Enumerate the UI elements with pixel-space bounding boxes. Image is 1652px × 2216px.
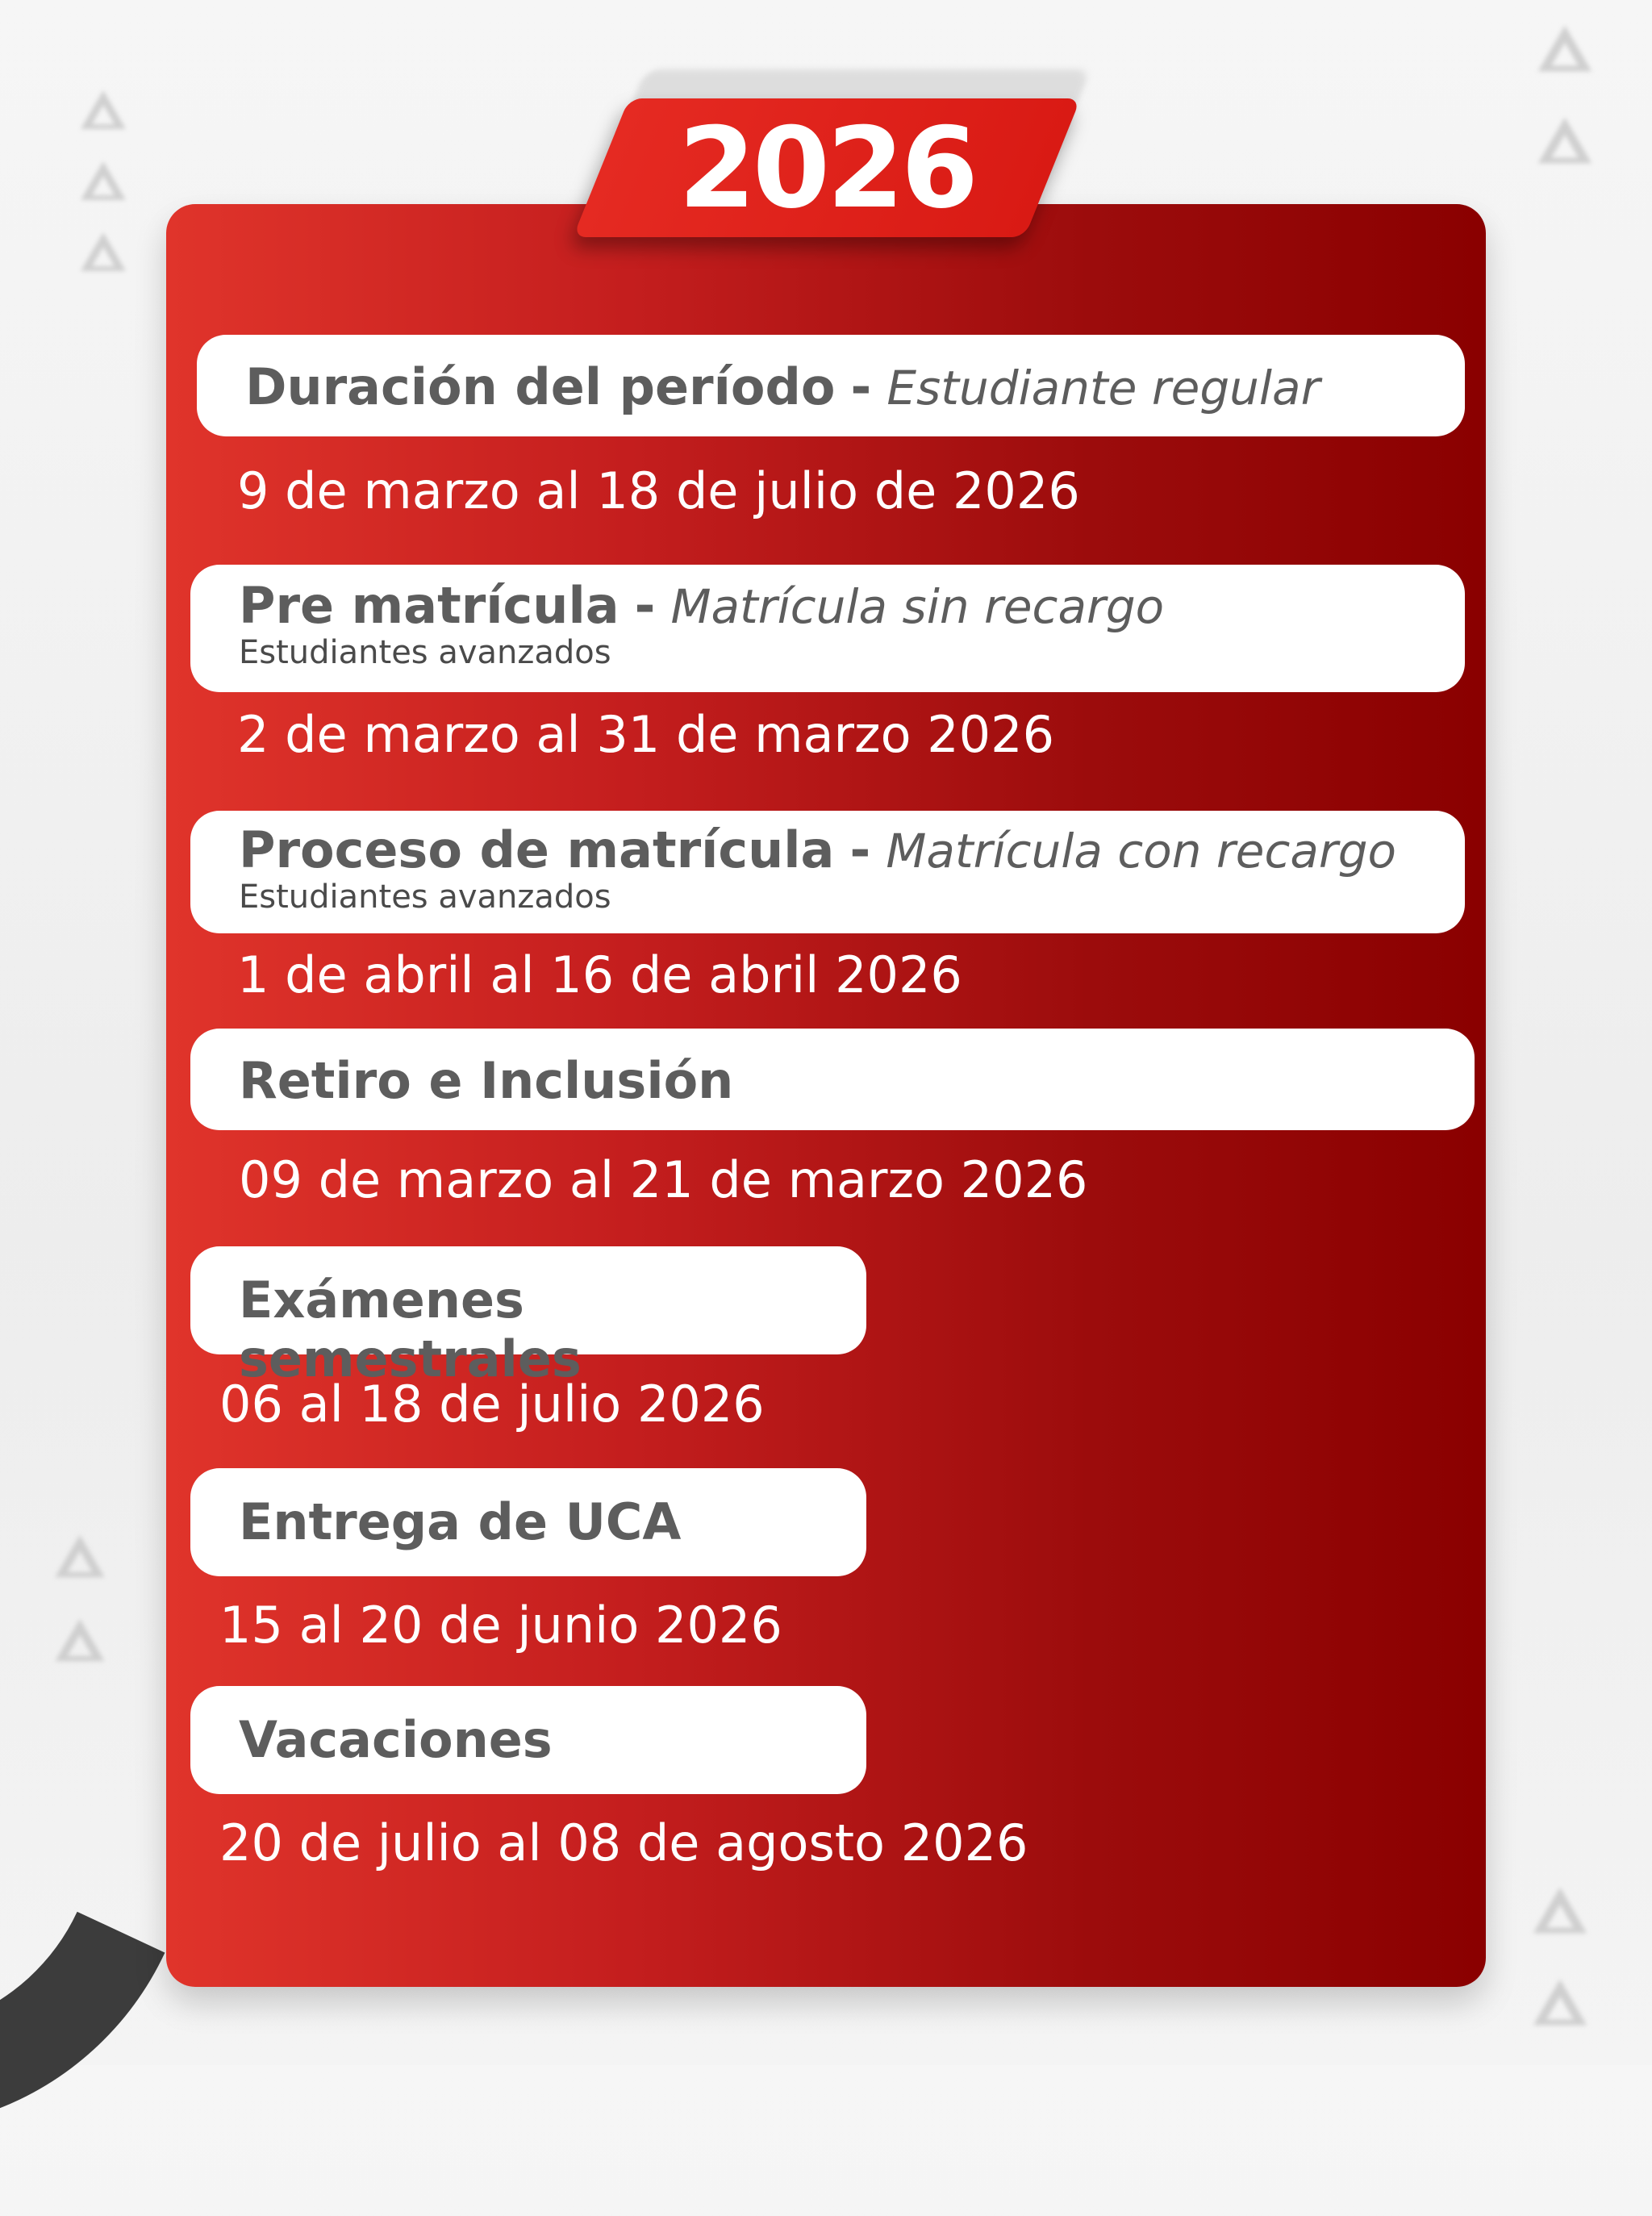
triangle-icon [1534, 113, 1596, 168]
section-subtitle: Matrícula con recargo [886, 824, 1397, 878]
triangle-icon [77, 158, 129, 203]
section-header-examenes [190, 1246, 866, 1388]
section-title: Proceso de matrícula [239, 820, 835, 879]
triangle-icon [1529, 1975, 1591, 2030]
section-title: Duración del período [245, 357, 836, 416]
section-header-prematricula [190, 565, 1465, 692]
section-date: 1 de abril al 16 de abril 2026 [237, 945, 962, 1004]
triangle-icon [1529, 1883, 1591, 1938]
section-header-retiro [190, 1029, 1475, 1130]
section-note: Estudiantes avanzados [239, 634, 611, 671]
section-subtitle: Estudiante regular [886, 361, 1320, 415]
section-header-proceso-matricula [190, 811, 1465, 933]
section-date: 9 de marzo al 18 de julio de 2026 [237, 461, 1080, 520]
section-note: Estudiantes avanzados [239, 878, 611, 916]
section-title: Retiro e Inclusión [239, 1051, 734, 1110]
section-subtitle: Matrícula sin recargo [670, 579, 1165, 634]
section-separator: - [850, 357, 872, 416]
section-date: 2 de marzo al 31 de marzo 2026 [237, 705, 1055, 764]
section-header-vacaciones [190, 1686, 866, 1794]
section-date: 20 de julio al 08 de agosto 2026 [219, 1813, 1028, 1872]
section-title: Pre matrícula [239, 576, 620, 635]
year-label: 2026 [678, 102, 976, 233]
section-date: 15 al 20 de junio 2026 [219, 1596, 782, 1655]
triangle-icon [52, 1531, 108, 1581]
section-separator: - [634, 576, 656, 635]
section-title: Vacaciones [239, 1710, 553, 1769]
section-separator: - [849, 820, 871, 879]
triangle-icon [1534, 21, 1596, 76]
section-date: 06 al 18 de julio 2026 [219, 1375, 765, 1434]
section-header-entrega-uca [190, 1468, 866, 1576]
section-date: 09 de marzo al 21 de marzo 2026 [239, 1150, 1088, 1209]
section-header-duracion [197, 335, 1465, 436]
triangle-icon [52, 1615, 108, 1665]
section-title: Exámenes semestrales [239, 1271, 582, 1388]
triangle-icon [77, 229, 129, 274]
triangle-icon [77, 87, 129, 132]
section-title: Entrega de UCA [239, 1492, 682, 1551]
